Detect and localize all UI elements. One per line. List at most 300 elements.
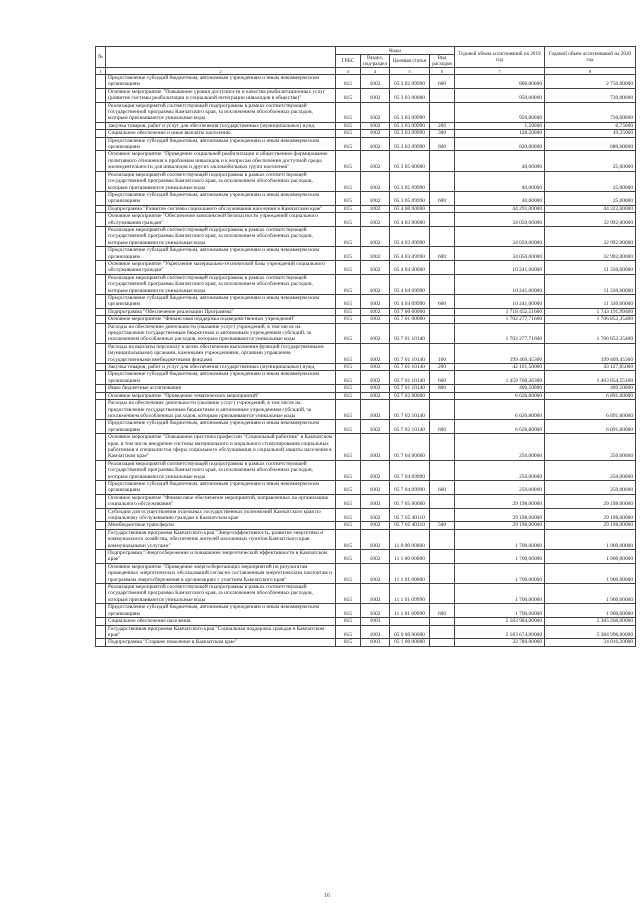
row-sum-2019-cell: 6 626,80000 — [455, 420, 545, 434]
row-grbs-cell: 815 — [336, 604, 361, 618]
row-grbs-cell: 815 — [336, 529, 361, 549]
row-sum-2019-cell: 32 780,00000 — [455, 639, 545, 646]
budget-table — [95, 46, 636, 647]
row-vr-cell: 600 — [430, 247, 455, 261]
row-csr-cell: 05 7 02 10140 — [390, 400, 430, 420]
row-no-cell — [96, 226, 106, 246]
row-no-cell — [96, 274, 106, 294]
row-csr-cell: 05 4 00 00000 — [390, 205, 430, 212]
row-name-cell: Субсидии для осуществления отдельных государственных полномочий Камчатского края по социальному обслуживанию граждан в Камчатском крае — [106, 508, 336, 522]
row-no-cell — [96, 550, 106, 564]
row-grbs-cell: 815 — [336, 226, 361, 246]
row-razdel-cell: 1002 — [361, 122, 390, 129]
row-sum-2019-cell: 29 198,00000 — [455, 494, 545, 508]
row-vr-cell: 600 — [430, 420, 455, 434]
row-razdel-cell: 1002 — [361, 316, 390, 323]
column-index: 2 — [106, 68, 336, 75]
row-sum-2019-cell: 34 050,00000 — [455, 247, 545, 261]
row-vr-cell — [430, 274, 455, 294]
row-csr-cell: 05 7 05 40110 — [390, 522, 430, 529]
table-row — [96, 247, 636, 261]
header-no: № — [96, 47, 106, 68]
table-row — [96, 191, 636, 205]
row-no-cell — [96, 137, 106, 151]
row-sum-2019-cell: 250,00000 — [455, 480, 545, 494]
header-name — [106, 47, 336, 68]
row-csr-cell: 05 3 03 00000 — [390, 88, 430, 102]
row-razdel-cell: 1002 — [361, 434, 390, 461]
row-razdel-cell: 1002 — [361, 392, 390, 399]
row-vr-cell — [430, 529, 455, 549]
row-csr-cell: 05 3 03 09990 — [390, 102, 430, 122]
row-name-cell: Социальное обеспечение населения — [106, 618, 336, 625]
row-razdel-cell: 1002 — [361, 323, 390, 343]
table-row — [96, 274, 636, 294]
table-body — [96, 75, 636, 647]
row-razdel-cell: 1002 — [361, 385, 390, 392]
row-grbs-cell: 815 — [336, 639, 361, 646]
row-name-cell: Реализация мероприятий соответствующей подпрограммы в рамках соответствующей государственной программы Камчатского края, за исключением обособленных расходов, которым присваиваются уникальные коды — [106, 171, 336, 191]
row-sum-2020-cell: 25,00000 — [545, 171, 636, 191]
row-razdel-cell: 1002 — [361, 205, 390, 212]
table-row — [96, 364, 636, 371]
row-no-cell — [96, 88, 106, 102]
row-name-cell: Подпрограмма "Обеспечение реализации Программы" — [106, 308, 336, 315]
row-vr-cell — [430, 323, 455, 343]
row-grbs-cell: 815 — [336, 550, 361, 564]
row-grbs-cell: 815 — [336, 392, 361, 399]
row-csr-cell: 05 0 00 00000 — [390, 625, 430, 639]
row-sum-2019-cell: 42 101,50000 — [455, 364, 545, 371]
table-row — [96, 343, 636, 363]
table-row — [96, 295, 636, 309]
row-vr-cell: 600 — [430, 75, 455, 89]
row-sum-2019-cell: 1 700,00000 — [455, 563, 545, 583]
row-sum-2020-cell: 5 385 266,00000 — [545, 618, 636, 625]
row-razdel-cell: 1002 — [361, 130, 390, 137]
table-row — [96, 151, 636, 171]
row-name-cell: Предоставление субсидий бюджетным, автономным учреждениям и иным некоммерческим организациям — [106, 191, 336, 205]
row-vr-cell: 600 — [430, 295, 455, 309]
table-row — [96, 88, 636, 102]
row-no-cell — [96, 639, 106, 646]
row-sum-2020-cell: 11 330,00000 — [545, 274, 636, 294]
row-sum-2020-cell: 730,00000 — [545, 102, 636, 122]
row-csr-cell: 05 3 05 00000 — [390, 151, 430, 171]
row-sum-2019-cell: 10 241,00000 — [455, 260, 545, 274]
table-row — [96, 529, 636, 549]
row-csr-cell: 05 7 01 10140 — [390, 364, 430, 371]
row-name-cell: Основное мероприятие "Обеспечение комплексной безопасности учреждений социального обслуживания граждан" — [106, 213, 336, 227]
row-no-cell — [96, 191, 106, 205]
row-razdel-cell: 1002 — [361, 480, 390, 494]
row-sum-2019-cell: 10 241,00000 — [455, 295, 545, 309]
row-grbs-cell: 815 — [336, 102, 361, 122]
row-vr-cell: 500 — [430, 522, 455, 529]
row-name-cell: Предоставление субсидий бюджетным, автономным учреждениям и иным некоммерческим организациям — [106, 480, 336, 494]
column-index: 6 — [430, 68, 455, 75]
row-sum-2020-cell: 199 469,45300 — [545, 343, 636, 363]
row-grbs-cell: 815 — [336, 420, 361, 434]
row-no-cell — [96, 295, 106, 309]
row-no-cell — [96, 420, 106, 434]
budget-table-sheet — [95, 46, 635, 647]
page-number: 16 — [324, 893, 330, 899]
row-sum-2020-cell: 250,00000 — [545, 460, 636, 480]
row-name-cell: Иные бюджетные ассигнования — [106, 385, 336, 392]
row-vr-cell: 600 — [430, 137, 455, 151]
row-name-cell: Расходы на обеспечение деятельности (оказание услуг) учреждений, в том числе на предоставление государственным бюджетным и автономным учреждениям субсидий, за исключением обособленных расходов, которым присваиваются уникальные коды — [106, 400, 336, 420]
row-razdel-cell: 1003 — [361, 618, 390, 625]
row-sum-2020-cell: 2 750,00000 — [545, 75, 636, 89]
row-grbs-cell: 815 — [336, 316, 361, 323]
row-name-cell: Подпрограмма "Развитие системы социального обслуживания населения в Камчатском крае" — [106, 205, 336, 212]
row-csr-cell: 05 7 04 09990 — [390, 480, 430, 494]
row-name-cell: Предоставление субсидий бюджетным, автономным учреждениям и иным некоммерческим организациям — [106, 75, 336, 89]
row-grbs-cell: 815 — [336, 385, 361, 392]
row-grbs-cell: 815 — [336, 122, 361, 129]
row-no-cell — [96, 316, 106, 323]
row-sum-2019-cell: 1 702 277,71600 — [455, 323, 545, 343]
row-name-cell: Государственная программа Камчатского края "Социальная поддержка граждан в Камчатском крае" — [106, 625, 336, 639]
row-grbs-cell: 815 — [336, 434, 361, 461]
row-vr-cell: 200 — [430, 364, 455, 371]
row-sum-2020-cell: 11 330,00000 — [545, 295, 636, 309]
row-csr-cell: 05 3 03 09990 — [390, 137, 430, 151]
row-no-cell — [96, 625, 106, 639]
row-no-cell — [96, 247, 106, 261]
table-row — [96, 137, 636, 151]
row-csr-cell: 11 0 00 00000 — [390, 529, 430, 549]
row-sum-2020-cell: 29 198,00000 — [545, 522, 636, 529]
row-razdel-cell: 1002 — [361, 371, 390, 385]
row-csr-cell: 11 1 01 09990 — [390, 604, 430, 618]
row-grbs-cell: 815 — [336, 130, 361, 137]
row-razdel-cell: 1002 — [361, 213, 390, 227]
row-razdel-cell: 1002 — [361, 171, 390, 191]
row-no-cell — [96, 102, 106, 122]
row-sum-2020-cell: 1 463 854,55100 — [545, 371, 636, 385]
row-name-cell: Предоставление субсидий бюджетным, автономным учреждениям и иным некоммерческим организациям — [106, 604, 336, 618]
row-sum-2020-cell: 6 891,60000 — [545, 400, 636, 420]
row-sum-2019-cell: 400,50000 — [455, 385, 545, 392]
row-name-cell: Основное мероприятие "Проведение энергосберегающих мероприятий по результатам проведенных энергетических обследований согласно составленным энергетическим паспортам и программам энергосбережения в организациях с участием Камчатского края" — [106, 563, 336, 583]
row-vr-cell — [430, 213, 455, 227]
row-sum-2020-cell: 34 016,20000 — [545, 639, 636, 646]
row-sum-2020-cell: 0,75000 — [545, 122, 636, 129]
row-grbs-cell: 815 — [336, 371, 361, 385]
row-csr-cell: 05 1 00 00000 — [390, 639, 430, 646]
row-sum-2020-cell: 49,25000 — [545, 130, 636, 137]
row-grbs-cell: 815 — [336, 323, 361, 343]
row-sum-2020-cell: 11 330,00000 — [545, 260, 636, 274]
row-sum-2020-cell: 1 900,00000 — [545, 584, 636, 604]
row-csr-cell: 05 7 01 10140 — [390, 343, 430, 363]
row-name-cell: Основное мероприятие "Проведение социальной реабилитации и общественное формирование позитивного отношения к проблемам инвалидов и к вопросам обеспечения доступной среды жизнедеятельности для инвалидов и других маломобильных групп населения" — [106, 151, 336, 171]
row-csr-cell: 05 4 03 09990 — [390, 247, 430, 261]
table-row — [96, 102, 636, 122]
row-razdel-cell: 1002 — [361, 75, 390, 89]
row-name-cell: Подпрограмма "Старшее поколение в Камчатском крае" — [106, 639, 336, 646]
row-csr-cell: 05 3 02 09990 — [390, 75, 430, 89]
table-row — [96, 420, 636, 434]
row-razdel-cell: 1002 — [361, 364, 390, 371]
row-no-cell — [96, 434, 106, 461]
table-row — [96, 205, 636, 212]
table-row — [96, 130, 636, 137]
row-csr-cell: 11 1 01 09990 — [390, 584, 430, 604]
row-razdel-cell: 1002 — [361, 563, 390, 583]
row-razdel-cell: 1002 — [361, 343, 390, 363]
row-vr-cell — [430, 171, 455, 191]
row-razdel-cell: 1002 — [361, 137, 390, 151]
table-row — [96, 563, 636, 583]
row-no-cell — [96, 460, 106, 480]
row-no-cell — [96, 392, 106, 399]
row-vr-cell — [430, 205, 455, 212]
row-name-cell: Реализация мероприятий соответствующей подпрограммы в рамках соответствующей государственной программы Камчатского края, за исключением обособленных расходов, которым присваиваются уникальные коды — [106, 226, 336, 246]
column-index: 1 — [96, 68, 106, 75]
row-grbs-cell: 815 — [336, 480, 361, 494]
table-row — [96, 480, 636, 494]
row-sum-2019-cell: 1,50000 — [455, 122, 545, 129]
row-vr-cell — [430, 102, 455, 122]
row-vr-cell — [430, 639, 455, 646]
row-razdel-cell: 1002 — [361, 308, 390, 315]
row-csr-cell: 05 3 05 09990 — [390, 171, 430, 191]
row-sum-2019-cell: 29 198,00000 — [455, 508, 545, 522]
row-razdel-cell: 1003 — [361, 625, 390, 639]
row-razdel-cell: 1003 — [361, 639, 390, 646]
column-index-row — [96, 68, 636, 75]
table-row — [96, 308, 636, 315]
row-vr-cell — [430, 494, 455, 508]
row-vr-cell — [430, 316, 455, 323]
row-sum-2019-cell: 34 050,00000 — [455, 213, 545, 227]
row-name-cell: Основное мероприятие "Финансовое обеспечение мероприятий, направленных на организацию социального обслуживания" — [106, 494, 336, 508]
row-sum-2019-cell: 29 198,00000 — [455, 522, 545, 529]
row-razdel-cell: 1002 — [361, 295, 390, 309]
row-vr-cell — [430, 584, 455, 604]
row-sum-2020-cell: 680,00000 — [545, 137, 636, 151]
row-vr-cell — [430, 618, 455, 625]
row-vr-cell: 600 — [430, 371, 455, 385]
column-index: 3 — [336, 68, 361, 75]
row-csr-cell: 05 7 01 10140 — [390, 385, 430, 392]
row-no-cell — [96, 522, 106, 529]
row-name-cell: Предоставление субсидий бюджетным, автономным учреждениям и иным некоммерческим организациям — [106, 371, 336, 385]
row-vr-cell: 200 — [430, 122, 455, 129]
row-vr-cell — [430, 226, 455, 246]
table-row — [96, 508, 636, 522]
row-name-cell: Предоставление субсидий бюджетным, автономным учреждениям и иным некоммерческим организациям — [106, 247, 336, 261]
header-vr: Вид расходов — [430, 55, 455, 68]
row-grbs-cell: 815 — [336, 88, 361, 102]
row-no-cell — [96, 385, 106, 392]
row-sum-2019-cell: 250,00000 — [455, 434, 545, 461]
column-index: 5 — [390, 68, 430, 75]
table-row — [96, 494, 636, 508]
row-csr-cell: 05 3 03 09990 — [390, 122, 430, 129]
row-sum-2020-cell: 730,00000 — [545, 88, 636, 102]
row-name-cell: Реализация мероприятий соответствующей подпрограммы в рамках соответствующей государственной программы Камчатского края, за исключением обособленных расходов, которым присваиваются уникальные коды — [106, 274, 336, 294]
row-grbs-cell: 815 — [336, 171, 361, 191]
row-grbs-cell: 815 — [336, 364, 361, 371]
row-name-cell: Закупка товаров, работ и услуг для обеспечения государственных (муниципальных) нужд — [106, 122, 336, 129]
row-name-cell: Предоставление субсидий бюджетным, автономным учреждениям и иным некоммерческим организациям — [106, 137, 336, 151]
row-grbs-cell: 815 — [336, 494, 361, 508]
row-name-cell: Основное мероприятие "Повышение престижа профессии "Социальный работник" в Камчатском крае, в том числе внедрение системы материального и морального стимулирования социальных работников и специалистов сферы социального обслуживания и социальной защиты населения в Камчатском крае" — [106, 434, 336, 461]
row-sum-2020-cell: 29 198,00000 — [545, 508, 636, 522]
row-sum-2020-cell: 29 198,00000 — [545, 494, 636, 508]
header-codes: Коды — [336, 47, 455, 55]
row-name-cell: Реализация мероприятий соответствующей подпрограммы в рамках соответствующей государственной программы Камчатского края, за исключением обособленных расходов, которым присваиваются уникальные коды — [106, 102, 336, 122]
row-sum-2020-cell: 1 706 852,35400 — [545, 323, 636, 343]
row-vr-cell: 600 — [430, 604, 455, 618]
row-csr-cell: 05 3 03 09990 — [390, 130, 430, 137]
row-razdel-cell: 1002 — [361, 88, 390, 102]
row-no-cell — [96, 260, 106, 274]
row-vr-cell — [430, 400, 455, 420]
row-csr-cell: 11 1 00 00000 — [390, 550, 430, 564]
row-no-cell — [96, 584, 106, 604]
row-no-cell — [96, 400, 106, 420]
row-csr-cell: 05 4 03 00000 — [390, 213, 430, 227]
row-grbs-cell: 815 — [336, 191, 361, 205]
row-grbs-cell: 815 — [336, 400, 361, 420]
row-sum-2019-cell: 10 241,00000 — [455, 274, 545, 294]
row-sum-2019-cell: 1 702 277,71600 — [455, 316, 545, 323]
row-name-cell: Предоставление субсидий бюджетным, автономным учреждениям и иным некоммерческим организациям — [106, 420, 336, 434]
table-row — [96, 522, 636, 529]
table-row — [96, 618, 636, 625]
table-row — [96, 584, 636, 604]
row-no-cell — [96, 171, 106, 191]
row-grbs-cell: 815 — [336, 205, 361, 212]
row-vr-cell: 100 — [430, 343, 455, 363]
header-razdel: Раздел, под-раздел — [361, 55, 390, 68]
row-razdel-cell: 1002 — [361, 247, 390, 261]
table-row — [96, 122, 636, 129]
row-grbs-cell: 815 — [336, 343, 361, 363]
column-index: 4 — [361, 68, 390, 75]
table-row — [96, 625, 636, 639]
table-row — [96, 260, 636, 274]
row-sum-2020-cell: 250,00000 — [545, 434, 636, 461]
row-sum-2020-cell: 44 322,00000 — [545, 205, 636, 212]
row-no-cell — [96, 508, 106, 522]
row-name-cell: Расходы на выплаты персоналу в целях обеспечения выполнения функций государственными (муниципальными) органами, казенными учреждениями, органами управления государственными внебюджетными фондами — [106, 343, 336, 363]
row-csr-cell: 05 4 04 09990 — [390, 274, 430, 294]
table-row — [96, 385, 636, 392]
row-sum-2019-cell: 5 183 674,00000 — [455, 625, 545, 639]
row-name-cell: Расходы на обеспечение деятельности (оказание услуг) учреждений, в том числе на предоставление государственным бюджетным и автономным учреждениям субсидий, за исключением обособленных расходов, которым присваиваются уникальные коды — [106, 323, 336, 343]
row-no-cell — [96, 529, 106, 549]
row-grbs-cell: 815 — [336, 75, 361, 89]
row-sum-2019-cell: 40,00000 — [455, 191, 545, 205]
row-csr-cell: 05 3 05 09990 — [390, 191, 430, 205]
row-name-cell: Основное мероприятие "Проведение тематических мероприятий" — [106, 392, 336, 399]
row-vr-cell — [430, 508, 455, 522]
row-csr-cell: 05 4 04 09990 — [390, 295, 430, 309]
row-no-cell — [96, 130, 106, 137]
row-sum-2020-cell: 32 992,00000 — [545, 226, 636, 246]
row-vr-cell: 600 — [430, 191, 455, 205]
row-razdel-cell: 1002 — [361, 191, 390, 205]
row-sum-2019-cell: 800,00000 — [455, 75, 545, 89]
row-sum-2019-cell: 6 626,80000 — [455, 400, 545, 420]
row-sum-2019-cell: 820,00000 — [455, 137, 545, 151]
header-sum-2019: Годовой объем ассигнований на 2019 год — [455, 47, 545, 68]
header-grbs: ГРБС — [336, 55, 361, 68]
row-sum-2019-cell: 1 718 452,51600 — [455, 308, 545, 315]
table-row — [96, 434, 636, 461]
row-no-cell — [96, 480, 106, 494]
row-razdel-cell: 1002 — [361, 522, 390, 529]
column-index: 7 — [455, 68, 545, 75]
row-razdel-cell: 1002 — [361, 151, 390, 171]
row-sum-2019-cell: 199 469,45300 — [455, 343, 545, 363]
table-row — [96, 75, 636, 89]
row-grbs-cell: 815 — [336, 308, 361, 315]
table-row — [96, 460, 636, 480]
row-razdel-cell: 1002 — [361, 460, 390, 480]
row-sum-2020-cell: 43 127,85000 — [545, 364, 636, 371]
row-razdel-cell: 1002 — [361, 260, 390, 274]
row-csr-cell: 05 7 05 00000 — [390, 494, 430, 508]
row-vr-cell — [430, 151, 455, 171]
row-grbs-cell: 815 — [336, 460, 361, 480]
row-no-cell — [96, 563, 106, 583]
table-row — [96, 226, 636, 246]
row-sum-2020-cell: 25,00000 — [545, 151, 636, 171]
row-no-cell — [96, 323, 106, 343]
row-razdel-cell: 1002 — [361, 604, 390, 618]
table-row — [96, 171, 636, 191]
row-vr-cell — [430, 260, 455, 274]
row-csr-cell: 05 7 01 10140 — [390, 371, 430, 385]
row-sum-2020-cell: 250,00000 — [545, 480, 636, 494]
row-razdel-cell: 1002 — [361, 494, 390, 508]
row-vr-cell: 300 — [430, 130, 455, 137]
row-no-cell — [96, 494, 106, 508]
row-sum-2020-cell: 1 706 852,35400 — [545, 316, 636, 323]
row-name-cell: Межбюджетные трансферты — [106, 522, 336, 529]
row-name-cell: Основное мероприятие "Повышение уровня доступности и качества реабилитационных услуг (развитие системы реабилитации и социальной интеграции инвалидов в обществе)" — [106, 88, 336, 102]
row-name-cell: Основное мероприятие "Финансовая поддержка подведомственных учреждений" — [106, 316, 336, 323]
row-name-cell: Социальное обеспечение и иные выплаты населению — [106, 130, 336, 137]
row-sum-2019-cell: 1 459 706,26300 — [455, 371, 545, 385]
row-sum-2019-cell: 250,00000 — [455, 460, 545, 480]
table-row — [96, 604, 636, 618]
row-vr-cell — [430, 308, 455, 315]
row-vr-cell — [430, 88, 455, 102]
table-row — [96, 371, 636, 385]
row-csr-cell: 05 7 02 00000 — [390, 392, 430, 399]
row-razdel-cell: 1002 — [361, 508, 390, 522]
row-razdel-cell: 1002 — [361, 550, 390, 564]
row-csr-cell: 05 7 00 00000 — [390, 308, 430, 315]
row-no-cell — [96, 604, 106, 618]
row-razdel-cell: 1002 — [361, 102, 390, 122]
row-vr-cell: 600 — [430, 480, 455, 494]
row-csr-cell: 05 4 03 09990 — [390, 226, 430, 246]
row-grbs-cell: 815 — [336, 584, 361, 604]
row-csr-cell: 05 7 05 40110 — [390, 508, 430, 522]
row-razdel-cell: 1002 — [361, 529, 390, 549]
row-sum-2019-cell: 1 700,00000 — [455, 584, 545, 604]
row-sum-2020-cell: 5 384 996,00000 — [545, 625, 636, 639]
